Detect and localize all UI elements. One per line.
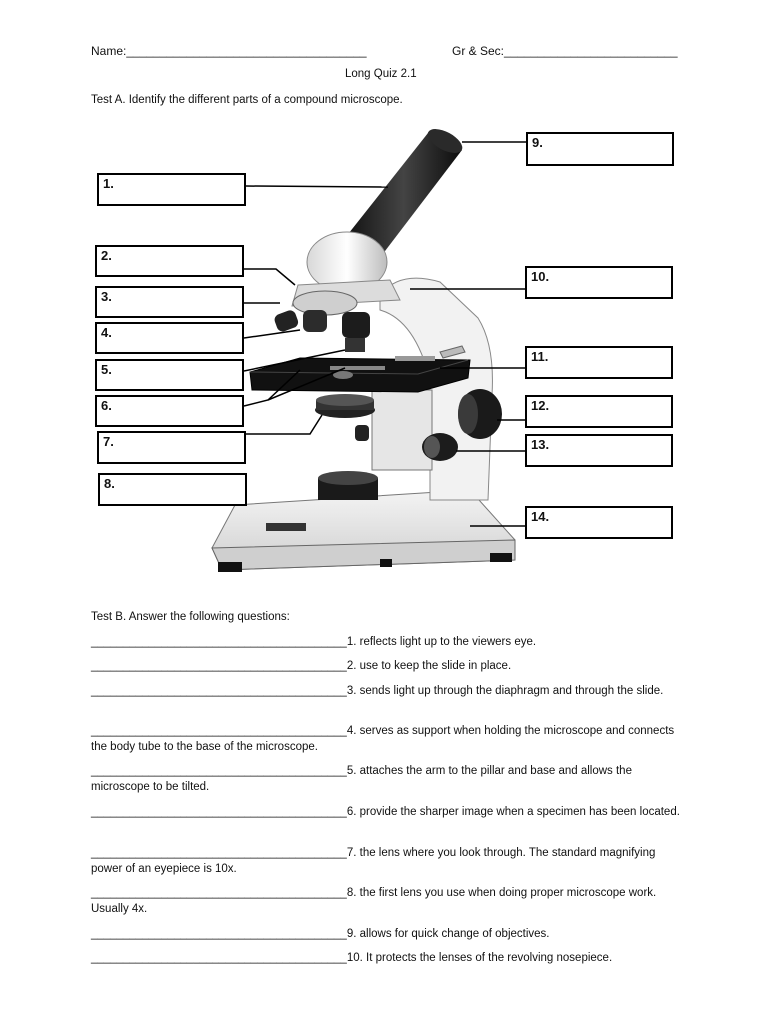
label-number: 10.: [531, 269, 550, 284]
question-8: [91, 885, 681, 917]
question-3: [91, 683, 681, 699]
question-5: [91, 763, 681, 795]
answer-blank[interactable]: ________________________________________: [91, 765, 347, 777]
label-box-2[interactable]: [95, 245, 244, 277]
label-box-8[interactable]: [98, 473, 247, 506]
question-text: 4. serves as support when holding the microscope and connects the body tube to the base of the microscope.: [91, 725, 675, 753]
label-number: 6.: [101, 398, 112, 413]
label-number: 2.: [101, 248, 112, 263]
label-box-4[interactable]: [95, 322, 244, 354]
label-number: 5.: [101, 362, 112, 377]
question-text: 3. sends light up through the diaphragm and through the slide.: [346, 685, 664, 697]
illuminator: [318, 471, 378, 500]
quiz-title: Long Quiz 2.1: [345, 68, 417, 80]
test-a-instruction: Test A. Identify the different parts of a compound microscope.: [91, 94, 403, 106]
question-4: [91, 723, 681, 755]
label-number: 7.: [103, 434, 114, 449]
label-box-1[interactable]: [97, 173, 246, 206]
answer-blank[interactable]: ________________________________________: [91, 887, 347, 899]
label-number: 14.: [531, 509, 550, 524]
label-box-14[interactable]: [525, 506, 673, 539]
label-number: 12.: [531, 398, 550, 413]
answer-blank[interactable]: ________________________________________: [91, 806, 347, 818]
label-box-12[interactable]: [525, 395, 673, 428]
answer-blank[interactable]: ________________________________________: [91, 636, 347, 648]
label-box-13[interactable]: [525, 434, 673, 467]
question-text: 6. provide the sharper image when a specimen has been located.: [346, 806, 680, 818]
question-text: 1. reflects light up to the viewers eye.: [346, 636, 537, 648]
name-field[interactable]: Name:____________________________________: [91, 44, 367, 58]
test-b-instruction: Test B. Answer the following questions:: [91, 611, 290, 623]
diaphragm: [315, 394, 375, 418]
label-number: 9.: [532, 135, 543, 150]
label-box-11[interactable]: [525, 346, 673, 379]
revolving-nosepiece: [273, 291, 370, 352]
question-6: [91, 804, 681, 820]
label-box-3[interactable]: [95, 286, 244, 318]
answer-blank[interactable]: ________________________________________: [91, 725, 347, 737]
grade-section-field[interactable]: Gr & Sec:__________________________: [452, 44, 678, 58]
question-10: [91, 950, 681, 966]
label-box-9[interactable]: [526, 132, 674, 166]
label-number: 1.: [103, 176, 114, 191]
coarse-adjustment-knob: [458, 389, 502, 439]
answer-blank[interactable]: ________________________________________: [91, 847, 347, 859]
label-box-5[interactable]: [95, 359, 244, 391]
question-1: [91, 634, 681, 650]
question-text: 9. allows for quick change of objectives.: [346, 928, 550, 940]
answer-blank[interactable]: ________________________________________: [91, 685, 347, 697]
label-number: 13.: [531, 437, 550, 452]
answer-blank[interactable]: ________________________________________: [91, 952, 347, 964]
question-2: [91, 658, 681, 674]
label-number: 4.: [101, 325, 112, 340]
question-text: 10. It protects the lenses of the revolving nosepiece.: [346, 952, 613, 964]
label-number: 11.: [531, 349, 549, 364]
question-text: 7. the lens where you look through. The standard magnifying power of an eyepiece is 10x.: [91, 847, 656, 875]
label-number: 3.: [101, 289, 112, 304]
answer-blank[interactable]: ________________________________________: [91, 660, 347, 672]
fine-adjustment-knob: [422, 433, 458, 461]
question-text: 5. attaches the arm to the pillar and base and allows the microscope to be tilted.: [91, 765, 632, 793]
answer-blank[interactable]: ________________________________________: [91, 928, 347, 940]
label-box-10[interactable]: [525, 266, 673, 299]
label-number: 8.: [104, 476, 115, 491]
question-9: [91, 926, 681, 942]
question-7: [91, 845, 681, 877]
microscope-base: [212, 490, 515, 572]
label-box-7[interactable]: [97, 431, 246, 464]
question-text: 2. use to keep the slide in place.: [346, 660, 512, 672]
question-text: 8. the first lens you use when doing proper microscope work. Usually 4x.: [91, 887, 657, 915]
label-box-6[interactable]: [95, 395, 244, 427]
